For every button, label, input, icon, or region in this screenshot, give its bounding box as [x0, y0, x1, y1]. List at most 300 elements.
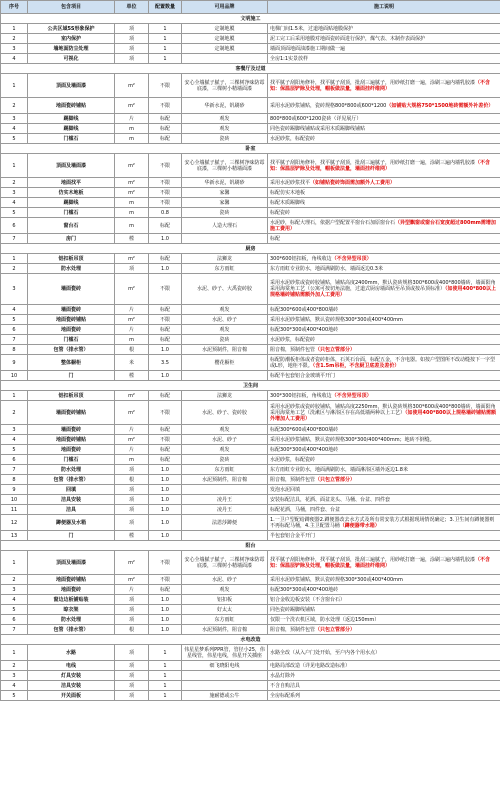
row-index: 5 [1, 691, 28, 701]
row-unit: 片 [115, 305, 149, 315]
row-unit: 项 [115, 495, 149, 505]
row-qty: 1 [149, 691, 182, 701]
table-row [1, 274, 500, 305]
row-desc: 标配300*600或400*800墙砖 [270, 426, 339, 433]
row-brand: 华新水泥，钒刷砂 [182, 98, 268, 114]
row-qty: 1.0 [149, 371, 182, 381]
row-index: 4 [1, 124, 28, 134]
table-row [1, 531, 500, 541]
row-desc-cell [268, 234, 500, 244]
row-qty: 标配 [149, 325, 182, 335]
row-qty: 标配 [149, 455, 182, 465]
row-item: 墙面瓷砖铺贴 [28, 401, 115, 425]
header-cell-unit: 单位 [115, 1, 149, 14]
row-brand: 定制地膜 [182, 44, 268, 54]
table-row [1, 54, 500, 64]
row-desc-cell [268, 34, 500, 44]
row-desc-cell [268, 585, 500, 595]
row-unit: 项 [115, 671, 149, 681]
row-qty: 不限 [149, 98, 182, 114]
table-row [1, 24, 500, 34]
row-item: 顶面及墙面漆 [28, 551, 115, 575]
table-row [1, 355, 500, 371]
table-row [1, 335, 500, 345]
row-index: 2 [1, 178, 28, 188]
row-qty: 标配 [149, 254, 182, 264]
row-index: 1 [1, 391, 28, 401]
row-brand: 观发 [182, 425, 268, 435]
row-brand: 水泥、砂子、大禹瓷砖胶 [182, 274, 268, 305]
row-brand: 东方雨虹 [182, 465, 268, 475]
row-item: 墙地面防尘处理 [28, 44, 115, 54]
row-qty: 1.0 [149, 505, 182, 515]
row-qty: 1.0 [149, 615, 182, 625]
row-desc-cell [268, 425, 500, 435]
row-index: 6 [1, 218, 28, 234]
row-item: 地面瓷砖铺贴 [28, 435, 115, 445]
row-desc: 采用水泥砂浆铺贴，默认瓷砖规格300*300或400*400mm [270, 316, 403, 323]
row-brand: 东方雨虹 [182, 615, 268, 625]
row-index: 5 [1, 315, 28, 325]
row-brand: 观发 [182, 325, 268, 335]
row-desc-cell [268, 355, 500, 371]
row-item: 灯具安装 [28, 671, 115, 681]
row-qty: 1.0 [149, 264, 182, 274]
row-desc: 标配瓷砖 [270, 209, 291, 216]
section-row [1, 14, 500, 24]
header-cell-qty: 配置数量 [149, 1, 182, 14]
row-unit: 根 [115, 625, 149, 635]
row-desc: 不含自购洁具 [270, 682, 301, 689]
table-row [1, 234, 500, 244]
row-item: 门槛石 [28, 335, 115, 345]
table-row [1, 691, 500, 701]
table-row [1, 134, 500, 144]
row-brand: 法狮龙 [182, 254, 268, 264]
row-qty: 1 [149, 24, 182, 34]
header-cell-desc: 施工说明 [268, 1, 500, 14]
row-desc-note: （如铺贴大规格750*1500地砖需额外补差价） [386, 102, 494, 109]
row-item: 铝扣板吊顶 [28, 391, 115, 401]
row-qty: 1.0 [149, 595, 182, 605]
row-desc-cell [268, 495, 500, 505]
row-brand [182, 234, 268, 244]
table-row [1, 435, 500, 445]
row-item: 水路 [28, 645, 115, 661]
row-index: 5 [1, 134, 28, 144]
row-unit: m² [115, 74, 149, 98]
row-index: 4 [1, 595, 28, 605]
row-index: 1 [1, 74, 28, 98]
row-desc: 水泥砂浆，标配瓷砖 [270, 135, 316, 142]
row-desc: 电路局部改造（详见电路改造标准） [270, 662, 351, 669]
row-unit: 项 [115, 34, 149, 44]
row-item: 蹲便器及水箱 [28, 515, 115, 531]
row-index: 3 [1, 671, 28, 681]
row-brand: 瓷砖 [182, 335, 268, 345]
row-brand [182, 54, 268, 64]
row-desc-cell [268, 208, 500, 218]
row-desc: 阻音棉，预制件包管 [270, 346, 316, 353]
row-unit: 项 [115, 465, 149, 475]
row-brand: 定制地膜 [182, 24, 268, 34]
row-desc: 发泡水泥回填 [270, 486, 301, 493]
row-unit: m² [115, 315, 149, 325]
table-row [1, 178, 500, 188]
row-unit: 项 [115, 24, 149, 34]
row-desc-cell [268, 671, 500, 681]
row-item: 晾衣架 [28, 605, 115, 615]
row-unit: 片 [115, 325, 149, 335]
row-desc: 300*600铝扣板，角线收边 [270, 255, 332, 262]
table-row [1, 495, 500, 505]
row-unit: m² [115, 391, 149, 401]
row-index: 5 [1, 208, 28, 218]
table-row [1, 345, 500, 355]
table-body [1, 1, 500, 701]
row-qty: 标配 [149, 218, 182, 234]
row-item: 地面瓷砖铺贴 [28, 315, 115, 325]
row-brand: 水泥、砂子 [182, 575, 268, 585]
row-qty: 1 [149, 645, 182, 661]
row-desc-cell [268, 505, 500, 515]
row-brand: 定制地膜 [182, 34, 268, 44]
row-desc-cell [268, 391, 500, 401]
row-item: 顶面及墙面漆 [28, 154, 115, 178]
row-index: 1 [1, 254, 28, 264]
row-desc: 找平腻子刮阳角修补，找平腻子刮顶，批刮三遍腻子，用砂纸打磨一遍，涂刷三遍内墙乳胶漆 [270, 556, 476, 563]
row-unit: m [115, 455, 149, 465]
row-item: 回填 [28, 485, 115, 495]
row-brand: 家馨 [182, 188, 268, 198]
row-brand: 凌丹王 [182, 505, 268, 515]
table-row [1, 551, 500, 575]
row-unit: m² [115, 401, 149, 425]
section-title: 卧室 [1, 144, 500, 154]
row-qty: 标配 [149, 425, 182, 435]
row-index: 4 [1, 305, 28, 315]
row-desc: 全房标配系列 [270, 692, 301, 699]
row-unit: m² [115, 98, 149, 114]
row-unit: 根 [115, 345, 149, 355]
row-desc: 标配花洒，马桶，四件套、台盆 [270, 506, 341, 513]
row-qty: 不限 [149, 188, 182, 198]
row-desc: 标配300*600或400*800墙砖 [270, 306, 339, 313]
row-index: 11 [1, 505, 28, 515]
row-item: 踢脚线 [28, 124, 115, 134]
row-item: 洁具 [28, 505, 115, 515]
row-brand: 东方雨虹 [182, 264, 268, 274]
row-unit: 项 [115, 681, 149, 691]
row-item: 地面瓷砖 [28, 585, 115, 595]
table-row [1, 98, 500, 114]
row-desc-cell [268, 551, 500, 575]
row-brand: 华新水泥，钒刷砂 [182, 178, 268, 188]
row-item: 地面瓷砖 [28, 325, 115, 335]
table-row [1, 485, 500, 495]
row-desc-cell [268, 325, 500, 335]
row-qty: 1 [149, 681, 182, 691]
section-row [1, 635, 500, 645]
row-item: 踢脚线 [28, 198, 115, 208]
section-title: 水电改造 [1, 635, 500, 645]
row-desc: 标配防潮板柜体或者瓷砖柜体，石英石台面，标配五金，不含电器。如按户型图所不改动缝按下一字型或L形，地柜不限。 [270, 356, 496, 369]
row-unit: 片 [115, 114, 149, 124]
row-item: 墙面瓷砖 [28, 274, 115, 305]
row-qty: 1.0 [149, 605, 182, 615]
row-index: 4 [1, 435, 28, 445]
row-index: 8 [1, 345, 28, 355]
row-index: 1 [1, 645, 28, 661]
row-desc: 同色瓷砖踢脚线铺贴 [270, 606, 316, 613]
row-desc-note: （只包立管部分） [315, 626, 356, 633]
row-brand: 水泥预制件，阻音棉 [182, 475, 268, 485]
table-row [1, 465, 500, 475]
row-item: 包管（排水管） [28, 625, 115, 635]
row-index: 2 [1, 575, 28, 585]
section-title: 厨房 [1, 244, 500, 254]
row-desc-cell [268, 254, 500, 264]
row-index: 12 [1, 515, 28, 531]
row-item: 电线 [28, 661, 115, 671]
row-item: 可视化 [28, 54, 115, 64]
row-unit: 项 [115, 615, 149, 625]
row-item: 门 [28, 371, 115, 381]
header-cell-brand: 可用品牌 [182, 1, 268, 14]
row-index: 7 [1, 335, 28, 345]
row-desc: 泥工完工后采用地膜对地面瓷砖面进行保护，煤气表、木制作表面保护 [270, 35, 426, 42]
row-desc-cell [268, 315, 500, 325]
row-unit: 项 [115, 54, 149, 64]
row-unit: 项 [115, 44, 149, 54]
row-unit: 项 [115, 661, 149, 671]
row-unit: 项 [115, 691, 149, 701]
section-row [1, 144, 500, 154]
row-brand: 法狮龙 [182, 391, 268, 401]
row-qty: 1.0 [149, 485, 182, 495]
row-desc: 仅限一个洗衣机区域，防水处理（返边150mm） [270, 616, 380, 623]
row-desc-cell [268, 264, 500, 274]
row-desc-note: （不含异型吊顶） [331, 255, 372, 262]
row-index: 9 [1, 485, 28, 495]
row-desc-cell [268, 575, 500, 585]
section-row [1, 244, 500, 254]
row-desc-cell [268, 274, 500, 305]
row-desc-cell [268, 134, 500, 144]
row-qty: 1 [149, 44, 182, 54]
row-index: 1 [1, 24, 28, 34]
table-row [1, 315, 500, 325]
row-desc-cell [268, 595, 500, 605]
row-qty: 1.0 [149, 345, 182, 355]
section-row [1, 64, 500, 74]
row-brand: 观发 [182, 114, 268, 124]
row-brand: 人造大理石 [182, 218, 268, 234]
row-index: 10 [1, 495, 28, 505]
row-desc-note: （不含异型吊顶） [331, 392, 372, 399]
table-row [1, 585, 500, 595]
row-brand: 水泥、砂子 [182, 435, 268, 445]
row-desc: 300*300铝扣板，角线收边 [270, 392, 332, 399]
row-qty: 标配 [149, 335, 182, 345]
row-unit: m² [115, 154, 149, 178]
row-unit: 项 [115, 605, 149, 615]
row-index: 1 [1, 154, 28, 178]
row-item: 洁具安装 [28, 681, 115, 691]
row-unit: m [115, 124, 149, 134]
row-unit: m [115, 218, 149, 234]
table-row [1, 325, 500, 335]
row-brand: 观发 [182, 445, 268, 455]
row-unit: m² [115, 254, 149, 264]
row-brand [182, 671, 268, 681]
row-index: 2 [1, 98, 28, 114]
row-desc: 标配300*300或400*400地砖 [270, 446, 339, 453]
table-row [1, 208, 500, 218]
row-item: 门槛石 [28, 208, 115, 218]
row-brand: 安心全墙腻子腻子，三棵树净味防霉底漆，三棵树小精墙面漆 [182, 551, 268, 575]
row-item: 墙面瓷砖 [28, 425, 115, 435]
table-row [1, 218, 500, 234]
row-desc-cell [268, 681, 500, 691]
row-desc-cell [268, 198, 500, 208]
row-desc: 采用水泥砂浆或瓷砖胶铺贴，铺贴高度2250mm，默认瓷砖规格300*600或400*800墙砖，墙面阳角采用海棠角工艺（洗漱区与淋浴区存在高低墙两种以上工艺） [270, 403, 496, 416]
row-item: 踢脚线 [28, 114, 115, 124]
row-unit: 项 [115, 264, 149, 274]
row-unit: m² [115, 274, 149, 305]
row-desc: 找平腻子刮阳角修补，找平腻子刮顶，批刮三遍腻子，用砂纸打磨一遍，涂刷三遍内墙乳胶漆 [270, 159, 476, 166]
row-unit: 樘 [115, 371, 149, 381]
row-item: 防水处理 [28, 264, 115, 274]
row-desc-cell [268, 178, 500, 188]
row-brand: 樱花橱柜 [182, 355, 268, 371]
row-desc: 800*800或600*1200瓷砖（详见展厅） [270, 115, 362, 122]
row-index: 7 [1, 465, 28, 475]
row-qty: 标配 [149, 114, 182, 124]
row-item: 房门 [28, 234, 115, 244]
row-qty: 1 [149, 34, 182, 44]
table-row [1, 305, 500, 315]
row-desc-cell [268, 515, 500, 531]
row-desc: 采用水泥砂浆铺贴，默认瓷砖规格300*300或400*400mm [270, 576, 403, 583]
row-unit: m [115, 208, 149, 218]
row-desc: 半包套铝合金平开门 [270, 532, 316, 539]
row-desc-note: （只包立管部分） [315, 476, 356, 483]
row-desc: 采用水泥砂浆找平 [270, 179, 311, 186]
row-qty: 不限 [149, 178, 182, 188]
row-qty: 1.0 [149, 515, 182, 531]
header-cell-item: 包含项目 [28, 1, 115, 14]
table-row [1, 661, 500, 671]
row-item: 包管（排水管） [28, 345, 115, 355]
row-desc-note: （只包立管部分） [315, 346, 356, 353]
row-index: 9 [1, 355, 28, 371]
section-title: 阳台 [1, 541, 500, 551]
row-item: 墙面瓷砖 [28, 305, 115, 315]
row-item: 防水处理 [28, 615, 115, 625]
row-qty: 不限 [149, 74, 182, 98]
row-unit: 根 [115, 475, 149, 485]
row-brand: 施耐德或公牛 [182, 691, 268, 701]
row-unit: m² [115, 551, 149, 575]
row-desc: 标配半包套铝合金玻璃平开门 [270, 372, 336, 379]
row-index: 2 [1, 34, 28, 44]
row-desc: 阻音棉，预制件包管 [270, 626, 316, 633]
row-desc-cell [268, 645, 500, 661]
row-desc-note: （蹲便器带水箱） [339, 522, 380, 529]
row-unit: 片 [115, 445, 149, 455]
row-desc-cell [268, 625, 500, 635]
row-desc-cell [268, 401, 500, 425]
row-qty: 标配 [149, 585, 182, 595]
table-row [1, 681, 500, 691]
table-row [1, 645, 500, 661]
row-qty: 不限 [149, 198, 182, 208]
row-desc: 安装标配洁具，花洒、面盆龙头、马桶、台盆、四件套 [270, 496, 391, 503]
row-desc-cell [268, 465, 500, 475]
row-desc: 水晶灯除外 [270, 672, 296, 679]
row-qty: 不限 [149, 315, 182, 325]
row-desc: 电梯门间1.5米，过道地面贴地膜保护 [270, 25, 353, 32]
row-desc: 找平腻子刮阳角修补，找平腻子刮顶，批刮三遍腻子，用砂纸打磨一遍，涂刷三遍内墙乳胶漆 [270, 79, 476, 86]
row-unit: m [115, 198, 149, 208]
row-qty: 不限 [149, 401, 182, 425]
row-unit: m² [115, 575, 149, 585]
row-qty: 1.0 [149, 465, 182, 475]
header-cell-index: 序号 [1, 1, 28, 14]
row-desc: 标配木质踢脚线 [270, 199, 306, 206]
row-brand [182, 485, 268, 495]
row-desc-cell [268, 54, 500, 64]
row-index: 3 [1, 44, 28, 54]
row-qty: 不限 [149, 274, 182, 305]
table-row [1, 401, 500, 425]
row-index: 3 [1, 274, 28, 305]
row-index: 3 [1, 114, 28, 124]
table-row [1, 425, 500, 435]
row-item: 洁具安装 [28, 495, 115, 505]
row-desc-cell [268, 475, 500, 485]
table-row [1, 595, 500, 605]
row-item: 地面瓷砖铺贴 [28, 575, 115, 585]
row-desc-cell [268, 445, 500, 455]
row-desc-note: （不含知：保温层铲除及处理，帽板做法量，墙面挂纤维网） [270, 159, 491, 172]
header-row [1, 1, 500, 14]
row-index: 8 [1, 475, 28, 485]
row-qty: 标配 [149, 391, 182, 401]
row-desc: 水路全改（从入户门处开始，至户内各个用水点） [270, 649, 381, 656]
row-item: 门 [28, 531, 115, 541]
row-brand: 瓷砖 [182, 208, 268, 218]
row-brand: 安心全墙腻子腻子，三棵树净味防霉底漆，三棵树小精墙面漆 [182, 74, 268, 98]
section-row [1, 541, 500, 551]
table-row [1, 615, 500, 625]
row-item: 门槛石 [28, 134, 115, 144]
row-index: 4 [1, 198, 28, 208]
row-desc-cell [268, 485, 500, 495]
row-qty: 0.8 [149, 208, 182, 218]
row-index: 6 [1, 325, 28, 335]
row-qty: 1 [149, 661, 182, 671]
row-qty: 不限 [149, 575, 182, 585]
row-unit: 项 [115, 485, 149, 495]
table-row [1, 445, 500, 455]
row-unit: 项 [115, 505, 149, 515]
row-desc: 全房1:1实景放样 [270, 55, 309, 62]
table-row [1, 34, 500, 44]
row-desc-cell [268, 531, 500, 541]
row-unit: m² [115, 435, 149, 445]
